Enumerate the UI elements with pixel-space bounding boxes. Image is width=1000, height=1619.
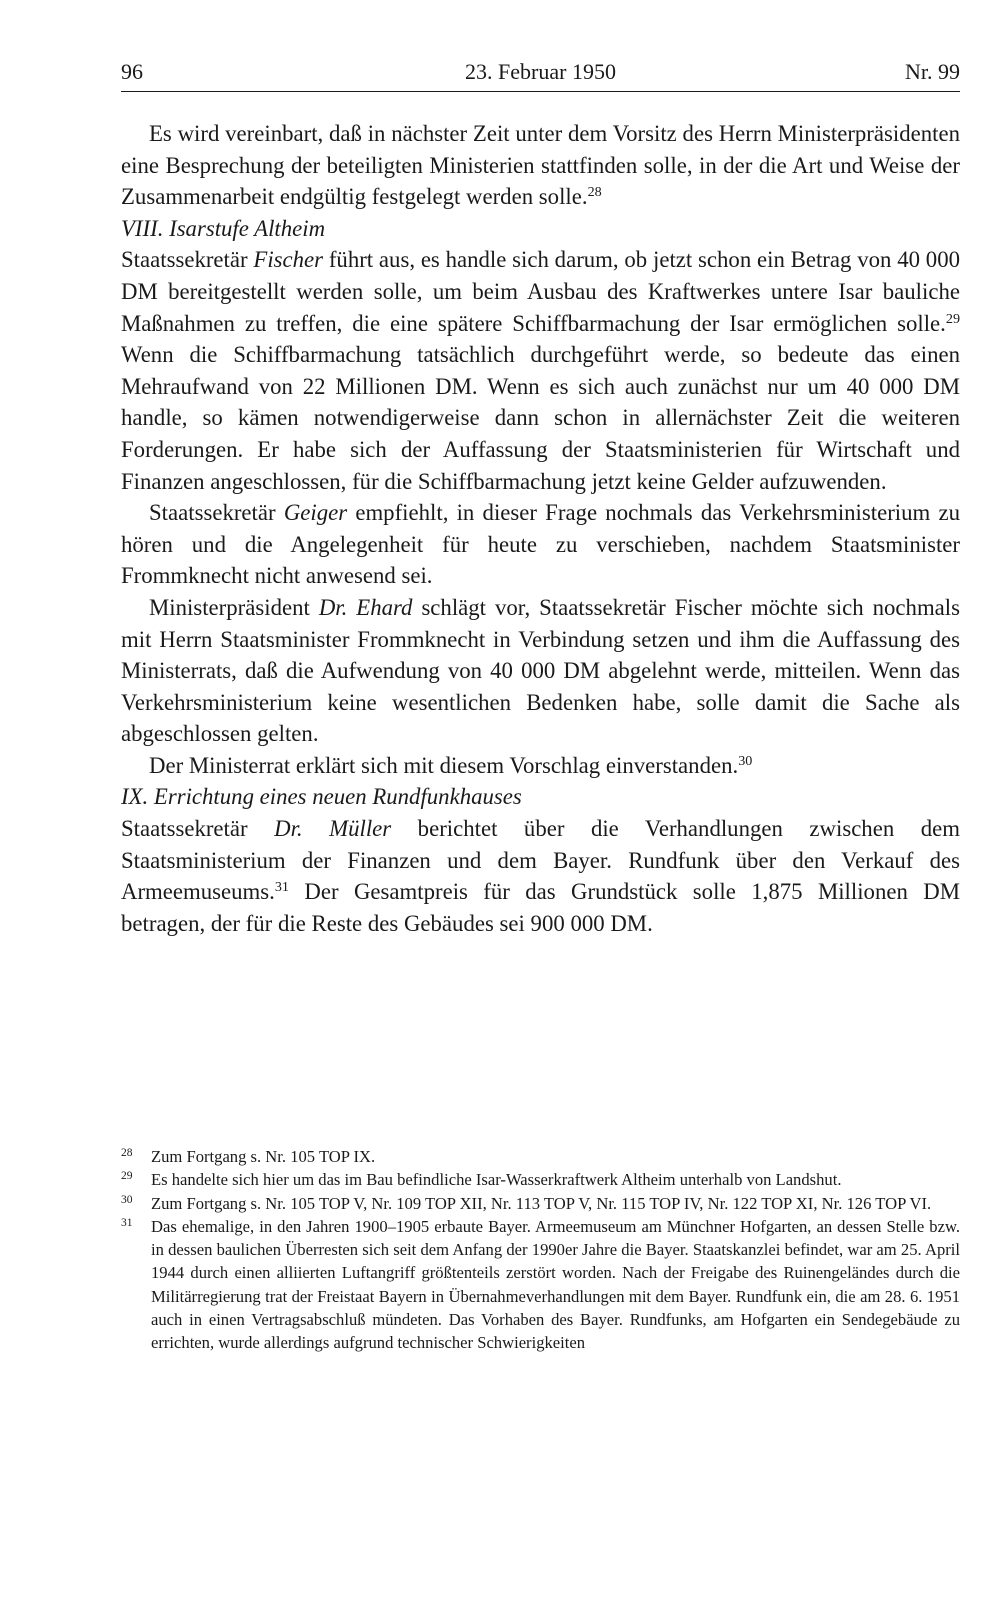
footnote-number: 29 [121,1170,133,1183]
paragraph [121,813,960,939]
footnote [121,1168,960,1191]
footnotes [121,1145,960,1355]
footnote-ref[interactable]: 28 [587,184,602,201]
paragraph-text: Ministerpräsident [149,594,319,620]
paragraph-text: berichtet über die Verhandlungen zwischen dem Staatsministerium der Finanzen und dem Bayer. Rundfunk über den Verkauf des Armeemuseums. [121,816,960,905]
footnote-text: Zum Fortgang s. Nr. 105 TOP V, Nr. 109 TOP XII, Nr. 113 TOP V, Nr. 115 TOP IV, Nr. 122 TOP XI, Nr. 126 TOP VI. [151,1193,932,1213]
footnote [121,1192,960,1215]
paragraph [121,592,960,750]
footnote-text: Zum Fortgang s. Nr. 105 TOP IX. [151,1147,376,1166]
footnote-number: 28 [121,1147,133,1159]
speaker-name: Dr. Ehard [318,594,413,620]
section-heading-viii: VIII. Isarstufe Altheim [121,215,326,241]
footnote-ref[interactable]: 30 [738,753,753,770]
document-number: Nr. 99 [905,59,960,84]
paragraph-text: führt aus, es handle sich darum, ob jetzt schon ein Betrag von 40 000 DM bereitgestellt werden solle, um beim Ausbau des Kraftwerkes untere Isar bauliche Maßnahmen zu treffen, die eine spätere Schiffbarmachung der Isar ermöglichen solle. [121,247,960,336]
footnote-number: 31 [121,1216,133,1229]
paragraph-text: Staatssekretär [121,247,254,273]
paragraph-text: Der Ministerrat erklärt sich mit diesem Vorschlag einverstanden. [149,752,739,778]
footnote-ref[interactable]: 31 [274,879,289,896]
paragraph-text: Wenn die Schiffbarmachung tatsächlich durchgeführt werde, so bedeute das einen Mehraufwand von 22 Millionen DM. Wenn es sich auch zunächst nur um 40 000 DM handle, so kämen notwendigerweise dann schon in allernächster Zeit die weiteren Forderungen. Er habe sich der Auffassung der Staatsministerien für Wirtschaft und Finanzen angeschlossen, für die Schiffbarmachung jetzt keine Gelder aufzuwenden. [121,342,960,494]
main-text [121,118,960,939]
footnote-text: Das ehemalige, in den Jahren 1900–1905 erbaute Bayer. Armeemuseum am Münchner Hofgarten, an dessen Stelle bzw. in dessen baulichen Überresten sich seit dem Anfang der 1990er Jahre die Bayer. Staatskanzlei befindet, war am 25. April 1944 durch einen alliierten Luftangriff größtenteils zerstört worden. Nach der Freigabe des Ruinengeländes durch die Militärregierung trat der Freistaat Bayern in Übernahmeverhandlungen mit dem Bayer. Rundfunk ein, die am 28. 6. 1951 auch in einen Vertragsabschluß mündeten. Das Vorhaben des Bayer. Rundfunks, am Hofgarten ein Sendegebäude zu errichten, wurde allerdings aufgrund technischer Schwierigkeiten [151,1216,960,1353]
paragraph [121,118,960,213]
section-heading-ix: IX. Errichtung eines neuen Rundfunkhauses [121,784,522,810]
footnote-ref[interactable]: 29 [945,310,960,327]
paragraph-text: empfiehlt, in dieser Frage nochmals das Verkehrsministerium zu hören und die Angelegenheit für heute zu verschieben, nachdem Staatsminister Frommknecht nicht anwesend sei. [121,500,960,589]
running-header [121,55,960,92]
speaker-name: Geiger [283,500,348,526]
footnote-text: Es handelte sich hier um das im Bau befindliche Isar-Wasserkraftwerk Altheim unterhalb von Landshut. [151,1170,842,1190]
speaker-name: Dr. Müller [274,816,392,842]
header-date: 23. Februar 1950 [465,59,616,84]
paragraph [121,497,960,592]
paragraph-text: Staatssekretär [149,500,284,526]
footnote-number: 30 [121,1193,133,1206]
paragraph-text: schlägt vor, Staatssekretär Fischer möchte sich nochmals mit Herrn Staatsminister Frommknecht in Verbindung setzen und ihm die Auffassung des Ministerrats, daß die Aufwendung von 40 000 DM abgelehnt werde, mitteilen. Wenn das Verkehrsministerium keine wesentlichen Bedenken habe, solle damit die Sache als abgeschlossen gelten. [121,594,960,747]
paragraph-text: Der Gesamtpreis für das Grundstück solle 1,875 Millionen DM betragen, der für die Reste des Gebäudes sei 900 000 DM. [121,879,960,936]
paragraph-text: Es wird vereinbart, daß in nächster Zeit unter dem Vorsitz des Herrn Ministerpräsidenten eine Besprechung der beteiligten Ministerien stattfinden solle, in der die Art und Weise der Zusammenarbeit endgültig festgelegt werden solle. [121,121,960,210]
paragraph [121,750,960,782]
speaker-name: Fischer [253,247,324,273]
page-number: 96 [121,59,143,84]
paragraph-text: Staatssekretär [121,816,275,842]
paragraph [121,244,960,497]
footnote [121,1215,960,1355]
footnote [121,1145,960,1168]
